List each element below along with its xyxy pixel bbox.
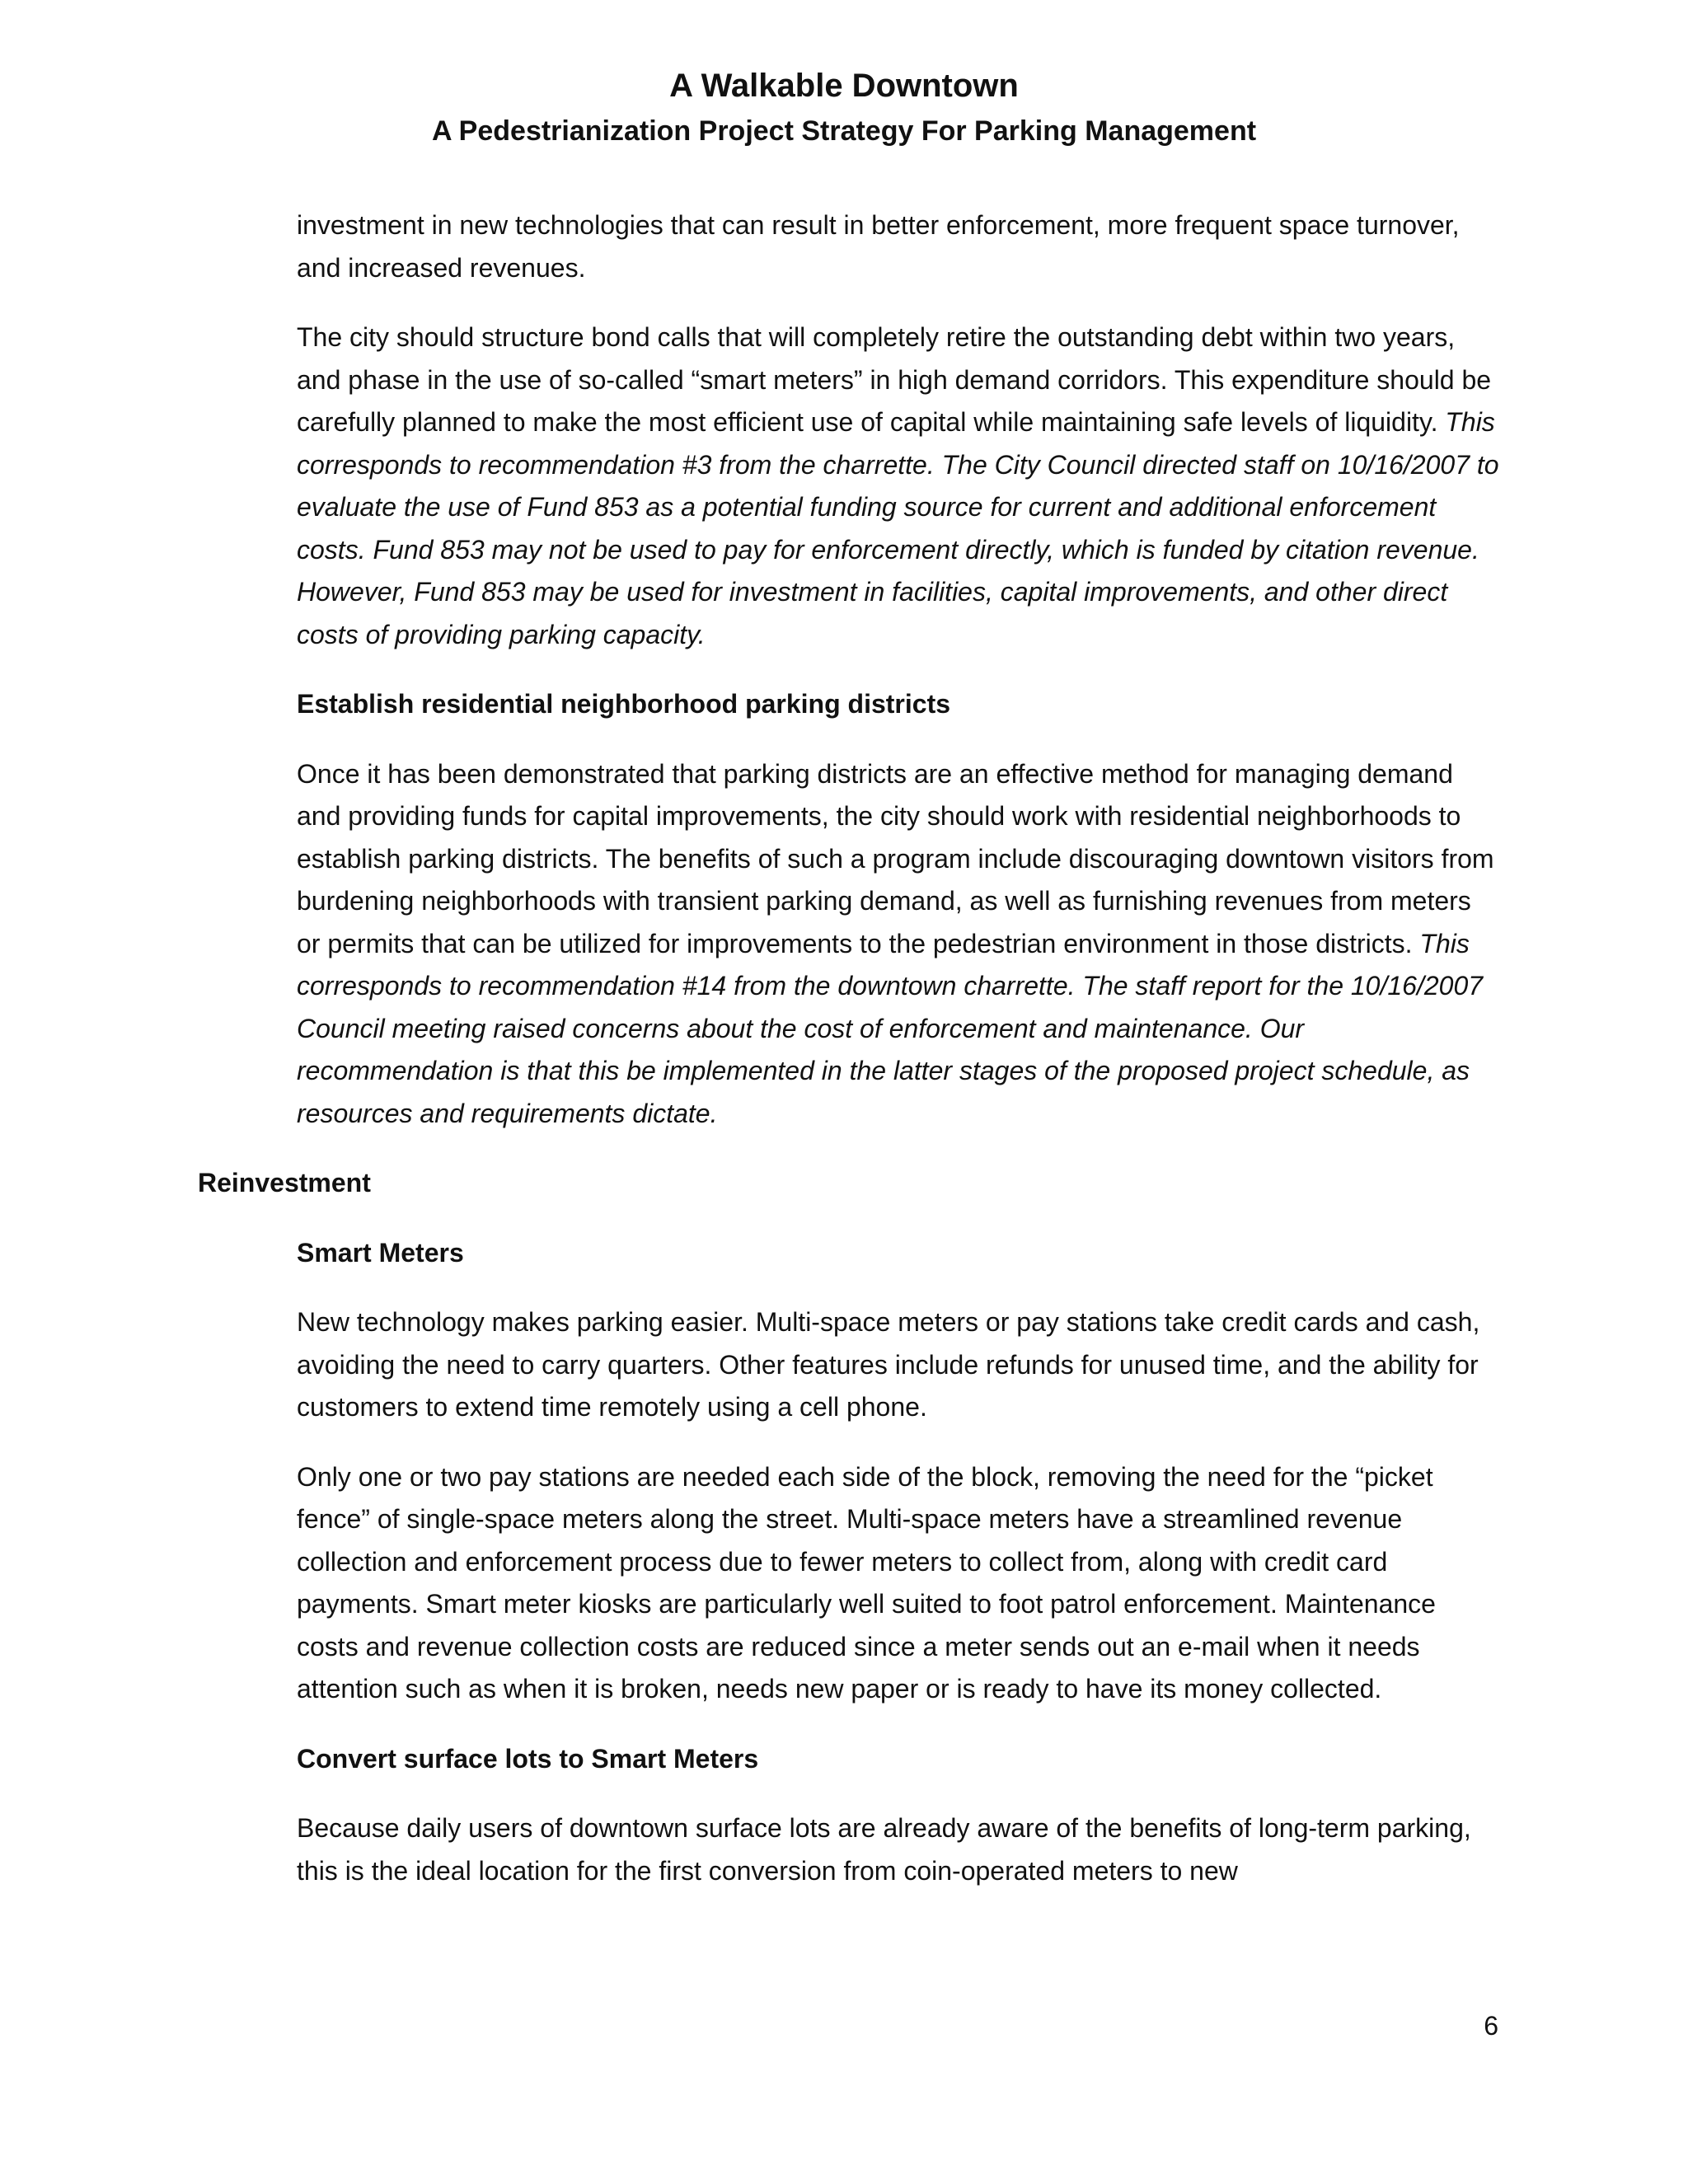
page-header: [0, 64, 1688, 152]
heading-convert-surface-lots: Convert surface lots to Smart Meters: [297, 1743, 759, 1774]
page-number: 6: [1484, 2011, 1498, 2041]
paragraph-surface-lots: Because daily users of downtown surface lots are already aware of the benefits of long-term parking, this is the ideal location for the first conversion from coin-operated meters to new: [297, 1813, 1471, 1886]
heading-residential-parking-districts: Establish residential neighborhood parking districts: [297, 689, 951, 719]
paragraph-bond-calls: [297, 316, 1500, 656]
paragraph-smart-meters-technology: New technology makes parking easier. Multi-space meters or pay stations take credit cards and cash, avoiding the need to carry quarters. Other features include refunds for unused time, and the ability for customers to extend time remotely using a cell phone.: [297, 1307, 1480, 1422]
paragraph-pay-stations: Only one or two pay stations are needed each side of the block, removing the need for the “picket fence” of single-space meters along the street. Multi-space meters have a streamlined revenue collection and enforcement process due to fewer meters to collect from, along with credit card payments. Smart meter kiosks are particularly well suited to foot patrol enforcement. Maintenance costs and revenue collection costs are reduced since a meter sends out an e-mail when it needs attention such as when it is broken, needs new paper or is ready to have its money collected.: [297, 1461, 1436, 1704]
section-heading-reinvestment: Reinvestment: [198, 1168, 371, 1197]
document-title: A Walkable Downtown: [669, 68, 1019, 104]
paragraph-residential-parking-districts-text: Once it has been demonstrated that parking districts are an effective method for managing demand and providing funds for capital improvements, the city should work with residential neighborhoods to establish parking districts. The benefits of such a program include discouraging downtown visitors from burdening neighborhoods with transient parking demand, as well as furnishing revenues from meters or permits that can be utilized for improvements to the pedestrian environment in those districts.: [297, 758, 1494, 958]
document-body: [198, 204, 1500, 1919]
paragraph-residential-parking-districts-note: This corresponds to recommendation #14 from the downtown charrette. The staff report for the 10/16/2007 Council meeting raised concerns about the cost of enforcement and maintenance. Our recommendation is that this be implemented in the latter stages of the proposed project schedule, as resources and requirements dictate.: [297, 928, 1484, 1128]
heading-smart-meters: Smart Meters: [297, 1237, 464, 1268]
paragraph-bond-calls-note: This corresponds to recommendation #3 from the charrette. The City Council directed staff on 10/16/2007 to evaluate the use of Fund 853 as a potential funding source for current and additional enforcement costs. Fund 853 may not be used to pay for enforcement directly, which is funded by citation revenue. However, Fund 853 may be used for investment in facilities, capital improvements, and other direct costs of providing parking capacity.: [297, 407, 1499, 649]
paragraph-bond-calls-text: The city should structure bond calls that will completely retire the outstanding debt within two years, and phase in the use of so-called “smart meters” in high demand corridors. This expenditure should be carefully planned to make the most efficient use of capital while maintaining safe levels of liquidity.: [297, 322, 1492, 437]
document-subtitle: A Pedestrianization Project Strategy For Parking Management: [431, 115, 1257, 147]
paragraph-investment-continuation: investment in new technologies that can result in better enforcement, more frequent space turnover, and increased revenues.: [297, 210, 1460, 283]
paragraph-residential-parking-districts: [297, 753, 1500, 1136]
